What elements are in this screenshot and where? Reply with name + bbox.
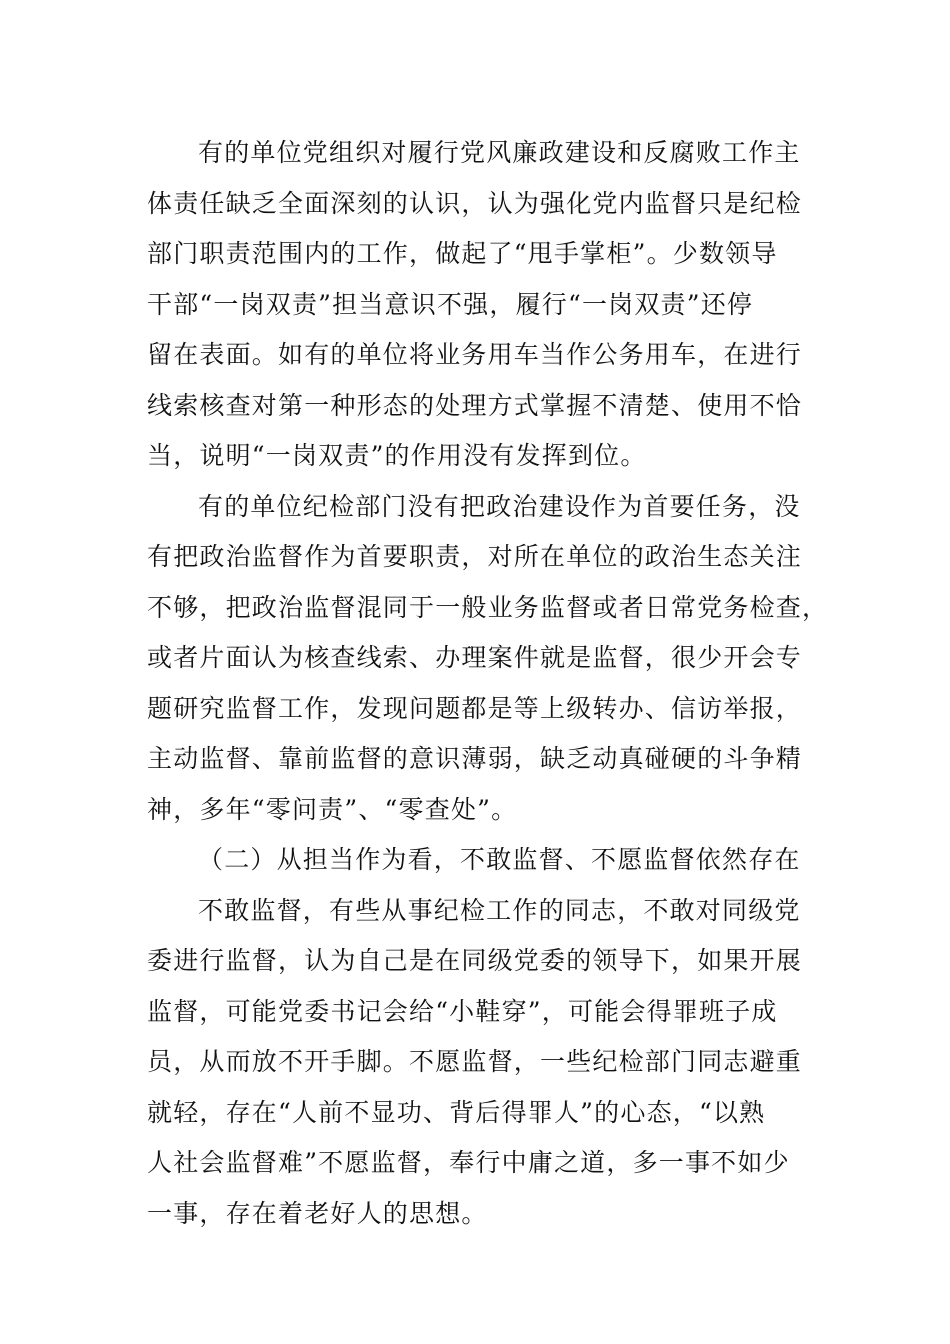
paragraph-2-line-7: 神，多年“零问责”、“零查处”。 [147,794,518,824]
paragraph-2-line-1: 有的单位纪检部门没有把政治建设作为首要任务，没 [198,491,801,521]
paragraph-3-line-1: 不敢监督，有些从事纪检工作的同志，不敢对同级党 [198,895,801,925]
paragraph-1-line-6: 线索核查对第一种形态的处理方式掌握不清楚、使用不恰 [147,390,803,420]
section-heading: （二）从担当作为看，不敢监督、不愿监督依然存在 [198,845,801,874]
paragraph-2-line-2: 有把政治监督作为首要职责，对所在单位的政治生态关注 [147,542,803,571]
paragraph-3-line-4: 员，从而放不开手脚。不愿监督，一些纪检部门同志避重 [147,1047,803,1076]
paragraph-3-line-2: 委进行监督，认为自己是在同级党委的领导下，如果开展 [147,946,803,975]
paragraph-2-line-6: 主动监督、靠前监督的意识薄弱，缺乏动真碰硬的斗争精 [147,744,803,773]
paragraph-1-line-1: 有的单位党组织对履行党风廉政建设和反腐败工作主 [198,138,801,167]
body-text [147,128,829,1239]
paragraph-3-line-6: 人社会监督难”不愿监督，奉行中庸之道，多一事不如少 [147,1148,790,1177]
paragraph-3-line-7: 一事，存在着老好人的思想。 [147,1198,488,1228]
paragraph-3-line-5: 就轻，存在“人前不显功、背后得罪人”的心态，“以熟 [147,1097,766,1127]
paragraph-1-line-7: 当，说明“一岗双责”的作用没有发挥到位。 [147,441,647,470]
paragraph-2-line-4: 或者片面认为核查线索、办理案件就是监督，很少开会专 [147,643,803,672]
paragraph-1-line-5: 留在表面。如有的单位将业务用车当作公务用车，在进行 [147,340,803,369]
paragraph-2-line-3: 不够，把政治监督混同于一般业务监督或者日常党务检查， [147,592,829,622]
paragraph-1-line-4: 干部“一岗双责”担当意识不强，履行“一岗双责”还停 [147,289,754,319]
paragraph-3-line-3: 监督，可能党委书记会给“小鞋穿”，可能会得罪班子成 [147,996,778,1026]
paragraph-2-line-5: 题研究监督工作，发现问题都是等上级转办、信访举报， [147,693,803,723]
paragraph-1-line-2: 体责任缺乏全面深刻的认识，认为强化党内监督只是纪检 [147,188,803,218]
paragraph-1-line-3: 部门职责范围内的工作，做起了“甩手掌柜”。少数领导 [147,239,778,268]
